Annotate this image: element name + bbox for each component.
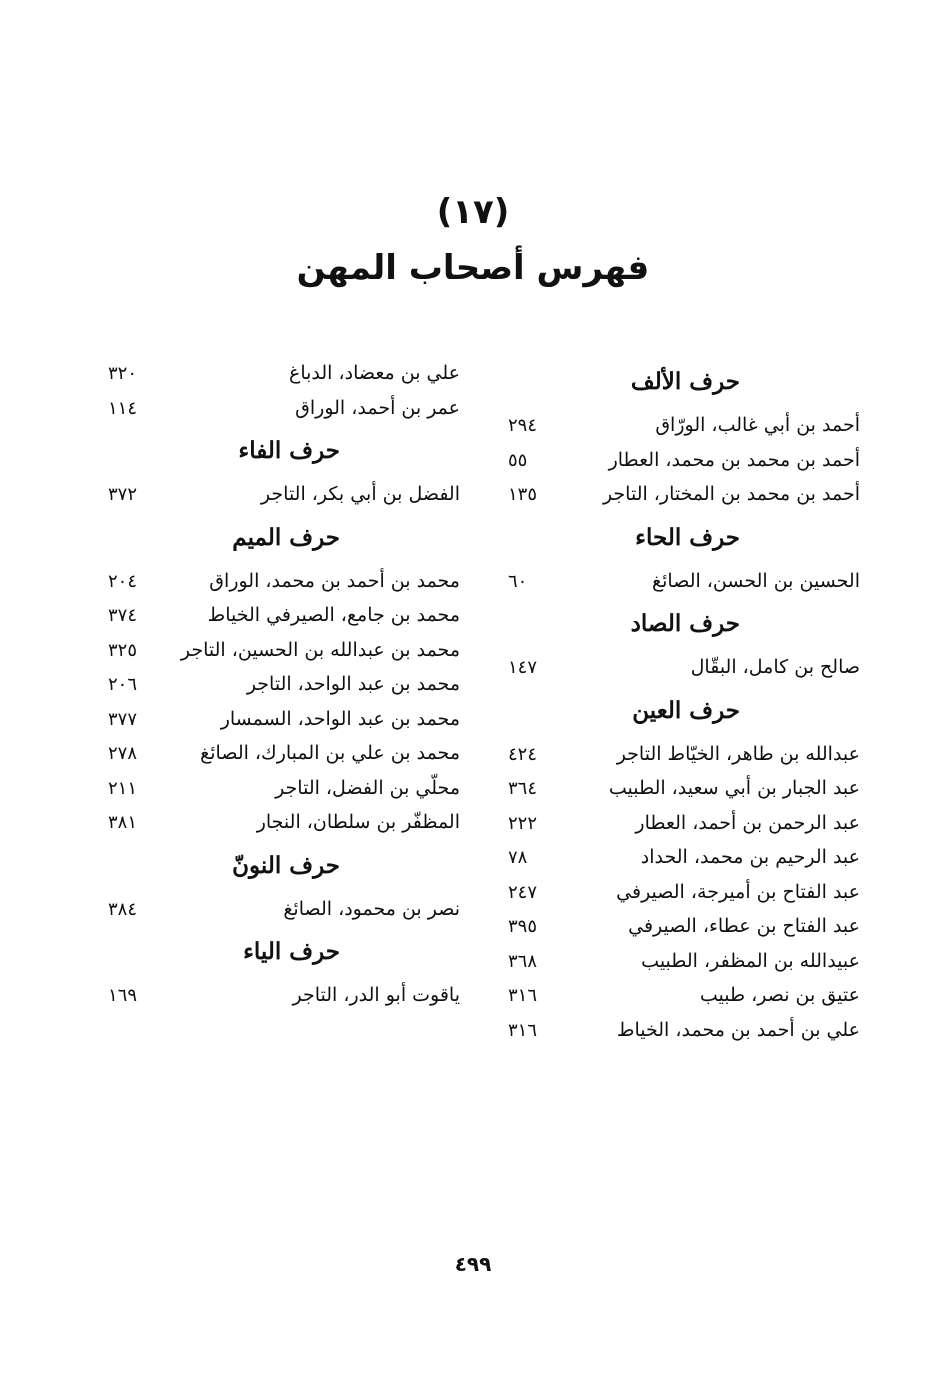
entry-page-number: ٣٢٥ bbox=[108, 639, 138, 661]
entry-name: علي بن أحمد بن محمد، الخياط bbox=[616, 1018, 860, 1041]
entry-name: أحمد بن محمد بن محمد، العطار bbox=[608, 448, 860, 471]
entry-page-number: ٧٨ bbox=[508, 847, 528, 868]
entry-page-number: ٣٦٤ bbox=[508, 778, 538, 799]
entry-page-number: ٣١٦ bbox=[508, 1019, 538, 1041]
entry-page-number: ٣٧٢ bbox=[108, 484, 138, 505]
entry-page-number: ٣٢٠ bbox=[108, 363, 138, 384]
index-entry bbox=[508, 806, 860, 841]
index-entry bbox=[508, 408, 860, 443]
entry-name: علي بن معضاد، الدباغ bbox=[289, 362, 460, 384]
entry-page-number: ٣١٦ bbox=[508, 985, 538, 1006]
entry-page-number: ٤٢٤ bbox=[508, 743, 538, 765]
section-heading: حرف الفاء bbox=[238, 437, 340, 464]
chapter-number: (١٧) bbox=[436, 192, 510, 232]
index-entry bbox=[508, 564, 860, 599]
index-entry bbox=[108, 598, 460, 633]
entry-name: عبد الرحيم بن محمد، الحداد bbox=[640, 846, 860, 868]
entry-page-number: ٢٤٧ bbox=[508, 881, 538, 903]
entry-name: عبد الجبار بن أبي سعيد، الطبيب bbox=[608, 777, 860, 799]
entry-name: محمد بن أحمد بن محمد، الوراق bbox=[209, 569, 460, 592]
entry-name: عتيق بن نصر، طبيب bbox=[699, 984, 860, 1006]
entry-page-number: ٢١١ bbox=[108, 777, 138, 799]
index-entry bbox=[108, 736, 460, 771]
index-entry bbox=[108, 978, 460, 1013]
index-entry bbox=[508, 875, 860, 910]
section-heading: حرف الحاء bbox=[635, 523, 740, 551]
index-column-right bbox=[508, 356, 860, 1047]
index-entry bbox=[108, 391, 460, 426]
entry-page-number: ٣٧٤ bbox=[108, 605, 138, 626]
entry-name: أحمد بن أبي غالب، الورّاق bbox=[655, 414, 860, 436]
entry-name: محمد بن عبدالله بن الحسين، التاجر bbox=[180, 638, 460, 661]
entry-page-number: ١٦٩ bbox=[108, 985, 138, 1006]
entry-name: محلّي بن الفضل، التاجر bbox=[275, 776, 460, 799]
entry-name: عبدالله بن طاهر، الخيّاط التاجر bbox=[616, 742, 860, 765]
index-entry bbox=[108, 667, 460, 702]
entry-name: نصر بن محمود، الصائغ bbox=[283, 897, 460, 920]
entry-page-number: ٣٦٨ bbox=[508, 950, 538, 972]
section-heading: حرف النونّ bbox=[232, 851, 340, 879]
index-entry bbox=[108, 892, 460, 927]
index-entry bbox=[508, 477, 860, 512]
index-entry bbox=[108, 633, 460, 668]
entry-page-number: ٦٠ bbox=[508, 570, 528, 592]
index-entry bbox=[508, 771, 860, 806]
entry-page-number: ٢٩٤ bbox=[508, 415, 538, 436]
index-entry bbox=[508, 840, 860, 875]
index-entry bbox=[508, 443, 860, 478]
index-entry bbox=[108, 356, 460, 391]
entry-name: عبد الفتاح بن عطاء، الصيرفي bbox=[628, 915, 860, 937]
entry-page-number: ١٤٧ bbox=[508, 657, 538, 678]
entry-name: عبيدالله بن المظفر، الطبيب bbox=[641, 949, 860, 972]
index-entry bbox=[108, 564, 460, 599]
entry-page-number: ٥٥ bbox=[508, 449, 528, 471]
entry-name: صالح بن كامل، البقّال bbox=[690, 656, 860, 678]
section-heading: حرف العين bbox=[632, 696, 740, 724]
index-column-left bbox=[108, 356, 460, 1013]
entry-name: محمد بن عبد الواحد، التاجر bbox=[246, 673, 460, 695]
index-entry bbox=[508, 978, 860, 1013]
index-entry bbox=[508, 1013, 860, 1048]
entry-page-number: ١١٤ bbox=[108, 397, 138, 419]
page-title: فهرس أصحاب المهن bbox=[296, 248, 650, 288]
index-entry bbox=[508, 737, 860, 772]
index-entry bbox=[108, 805, 460, 840]
entry-page-number: ٣٧٧ bbox=[108, 708, 138, 730]
entry-name: ياقوت أبو الدر، التاجر bbox=[292, 984, 460, 1006]
entry-name: عبد الرحمن بن أحمد، العطار bbox=[635, 811, 860, 834]
entry-page-number: ٢٠٤ bbox=[108, 570, 138, 592]
entry-page-number: ٢٢٢ bbox=[508, 812, 538, 834]
entry-name: المظفّر بن سلطان، النجار bbox=[256, 811, 460, 833]
entry-name: الحسين بن الحسن، الصائغ bbox=[652, 569, 860, 592]
page-number: ٤٩٩ bbox=[454, 1252, 492, 1276]
section-heading: حرف الياء bbox=[243, 938, 340, 965]
entry-name: محمد بن جامع، الصيرفي الخياط bbox=[207, 604, 460, 626]
entry-page-number: ٣٨٤ bbox=[108, 898, 138, 920]
entry-page-number: ١٣٥ bbox=[508, 484, 538, 505]
entry-page-number: ٢٠٦ bbox=[108, 674, 138, 695]
entry-name: الفضل بن أبي بكر، التاجر bbox=[260, 483, 460, 505]
entry-name: أحمد بن محمد بن المختار، التاجر bbox=[602, 483, 860, 505]
page-header bbox=[0, 190, 946, 294]
index-entry bbox=[508, 909, 860, 944]
index-entry bbox=[108, 771, 460, 806]
index-entry bbox=[108, 702, 460, 737]
index-entry bbox=[108, 477, 460, 512]
index-entry bbox=[508, 650, 860, 685]
entry-name: عبد الفتاح بن أميرجة، الصيرفي bbox=[616, 880, 860, 903]
section-heading: حرف الصاد bbox=[630, 610, 740, 637]
index-entry bbox=[508, 944, 860, 979]
entry-page-number: ٢٧٨ bbox=[108, 743, 138, 764]
entry-page-number: ٣٩٥ bbox=[508, 916, 538, 937]
entry-name: محمد بن علي بن المبارك، الصائغ bbox=[200, 742, 460, 764]
entry-page-number: ٣٨١ bbox=[108, 812, 138, 833]
entry-name: عمر بن أحمد، الوراق bbox=[295, 396, 460, 419]
section-heading: حرف الألف bbox=[630, 368, 740, 395]
entry-name: محمد بن عبد الواحد، السمسار bbox=[220, 707, 460, 730]
section-heading: حرف الميم bbox=[232, 523, 340, 551]
